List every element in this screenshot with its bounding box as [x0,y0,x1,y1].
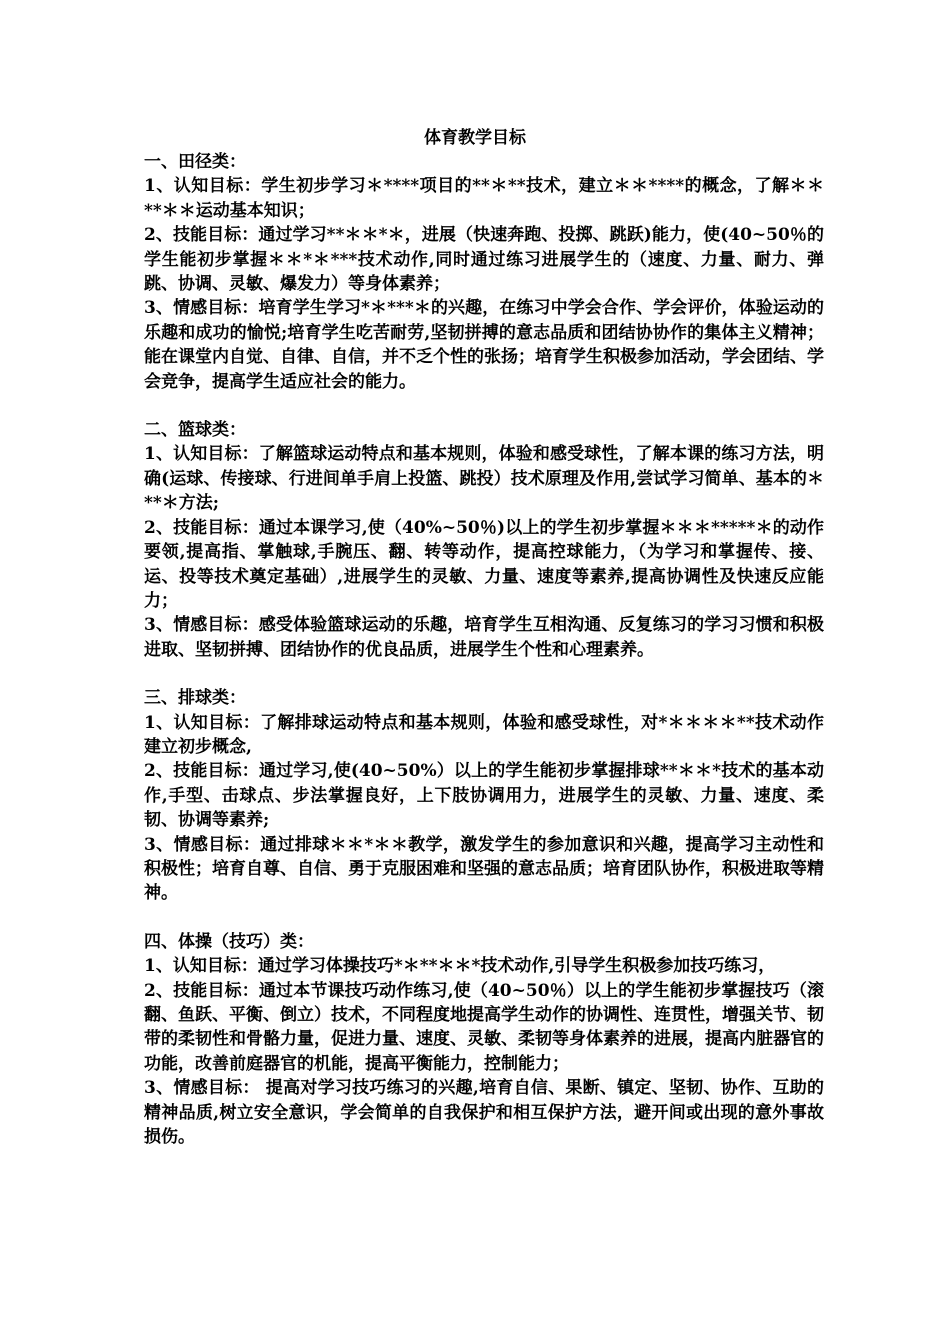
section-heading: 三、排球类： [144,688,246,709]
document-body [144,150,824,1173]
section-track-and-field [144,150,824,394]
cognitive-goal: 1、认知目标：通过学习体操技巧*＊**＊＊*技术动作,引导学生积极参加技巧练习， [144,956,776,977]
affective-goal: 3、情感目标：感受体验篮球运动的乐趣，培育学生互相沟通、反复练习的学习习惯和积极进取、坚韧拼搏、团结协作的优良品质，进展学生个性和心理素养。 [144,615,824,660]
section-gymnastics [144,930,824,1150]
skill-goal: 2、技能目标：通过本节课技巧动作练习,使（40~50％）以上的学生能初步掌握技巧（滚翻、鱼跃、平衡、倒立）技术，不同程度地提高学生动作的协调性、连贯性，增强关节、韧带的柔韧性和骨骼力量，促进力量、速度、灵敏、柔韧等身体素养的进展，提高内脏器官的功能，改善前庭器官的机能，提高平衡能力，控制能力； [144,980,824,1074]
cognitive-goal: 1、认知目标：学生初步学习＊****项目的**＊**技术，建立＊＊****的概念，了解＊＊**＊＊运动基本知识； [144,176,824,221]
affective-goal: 3、情感目标：培育学生学习*＊***＊的兴趣，在练习中学会合作、学会评价，体验运动的乐趣和成功的愉悦;培育学生吃苦耐劳,坚韧拼搏的意志品质和团结协协作的集体主义精神；能在课堂内自觉、自律、自信，并不乏个性的张扬；培育学生积极参加活动，学会团结、学会竞争，提高学生适应社会的能力。 [144,298,824,392]
cognitive-goal: 1、认知目标：了解篮球运动特点和基本规则，体验和感受球性，了解本课的练习方法，明确(运球、传接球、行进间单手肩上投篮、跳投）技术原理及作用,尝试学习简单、基本的＊**＊方法; [144,444,824,514]
section-heading: 二、篮球类： [144,420,246,441]
skill-goal: 2、技能目标：通过本课学习,使（40%~50％)以上的学生初步掌握＊＊＊*****＊的动作要领,提高指、掌触球,手腕压、翻、转等动作，提高控球能力，（为学习和掌握传、接、运、投等技术奠定基础）,进展学生的灵敏、力量、速度等素养,提高协调性及快速反应能力； [144,517,824,611]
section-heading: 四、体操（技巧）类： [144,931,314,952]
cognitive-goal: 1、认知目标：了解排球运动特点和基本规则，体验和感受球性，对*＊＊＊＊**技术动作建立初步概念, [144,712,824,757]
section-heading: 一、田径类： [144,152,246,172]
section-volleyball [144,686,824,906]
section-basketball [144,418,824,662]
affective-goal: 3、情感目标： 提高对学习技巧练习的兴趣,培育自信、果断、镇定、坚韧、协作、互助的精神品质,树立安全意识，学会简单的自我保护和相互保护方法，避开间或出现的意外事故损伤。 [144,1078,824,1148]
skill-goal: 2、技能目标：通过学习**＊＊*＊，进展（快速奔跑、投掷、跳跃)能力，使(40~50％的学生能初步掌握＊＊*＊***技术动作,同时通过练习进展学生的（速度、力量、耐力、弹跳、协调、灵敏、爆发力）等身体素养； [144,225,824,295]
affective-goal: 3、情感目标：通过排球＊＊*＊＊教学，激发学生的参加意识和兴趣，提高学习主动性和积极性；培育自尊、自信、勇于克服困难和坚强的意志品质；培育团队协作，积极进取等精神。 [144,834,824,904]
document-title: 体育教学目标 [424,128,526,148]
skill-goal: 2、技能目标：通过学习,使(40~50%）以上的学生能初步掌握排球**＊＊*技术的基本动作,手型、击球点、步法掌握良好，上下肢协调用力，进展学生的灵敏、力量、速度、柔韧、协调等素养; [144,761,824,831]
